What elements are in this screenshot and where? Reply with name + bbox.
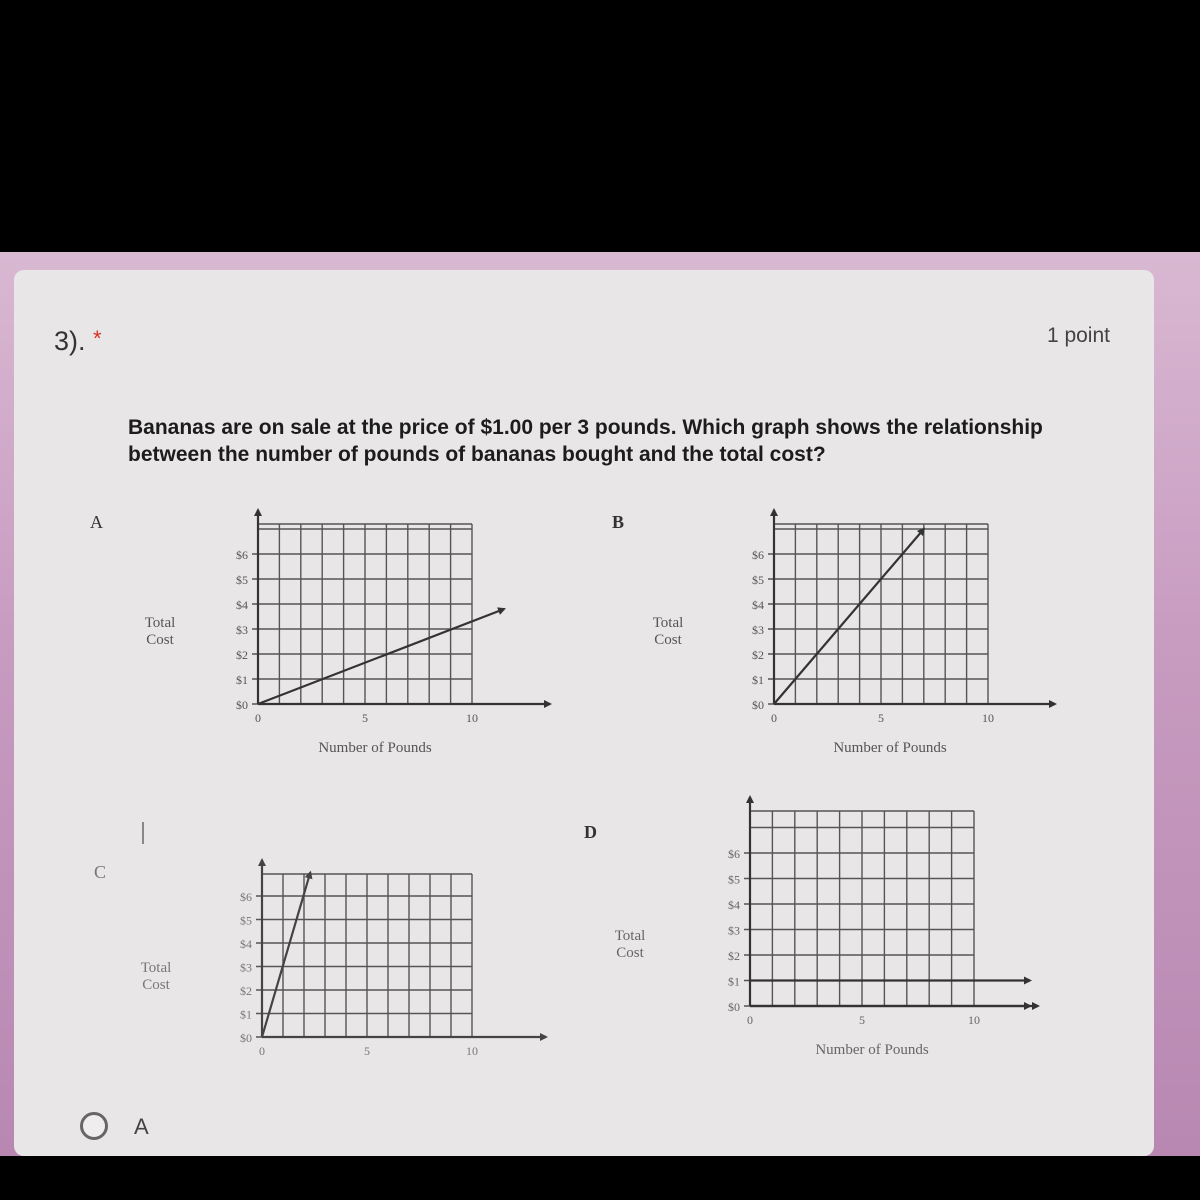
graph-c-x-tick-label: 10 — [466, 1044, 478, 1058]
graph-b — [640, 492, 1080, 762]
option-letter-c: C — [94, 862, 107, 882]
graph-a-y-tick-label: $2 — [236, 648, 248, 662]
graph-a-y-tick-label: $4 — [236, 598, 248, 612]
graph-d-x-tick-label: 5 — [859, 1013, 865, 1027]
graph-a-series-line — [258, 609, 504, 704]
graph-b-y-tick-label: $0 — [752, 698, 764, 712]
graph-d-y-tick-label: $3 — [728, 923, 740, 938]
graph-a-x-tick-label: 0 — [255, 711, 261, 725]
graph-d — [614, 810, 1054, 1080]
graph-b-y-label-line1: Total — [652, 615, 684, 631]
graph-c-y-tick-label: $2 — [240, 984, 252, 998]
option-letter-b: B — [612, 512, 625, 532]
graph-c-y-tick-label: $1 — [240, 1007, 252, 1022]
graph-a-x-tick-label: 5 — [362, 711, 368, 725]
graph-c — [126, 852, 566, 1092]
graph-a-y-tick-label: $3 — [236, 623, 248, 637]
graph-c-x-tick-label: 5 — [364, 1044, 370, 1058]
radio-option-a[interactable] — [80, 1112, 108, 1140]
required-marker: * — [93, 326, 102, 351]
stray-mark — [142, 822, 144, 844]
graph-b-y-tick-label: $1 — [752, 673, 764, 687]
graph-b-series-line — [774, 529, 924, 704]
graph-d-y-tick-label: $4 — [728, 898, 740, 912]
graph-d-y-label-line1: Total — [614, 928, 646, 944]
graph-d-x-label: Number of Pounds — [815, 1042, 929, 1058]
graph-b-y-tick-label: $3 — [752, 623, 764, 637]
graph-a — [120, 492, 560, 762]
graph-d-y-label-line2: Cost — [616, 945, 644, 961]
graph-d-y-tick-label: $0 — [728, 1000, 740, 1014]
graph-b-x-label: Number of Pounds — [833, 740, 947, 756]
graph-a-y-tick-label: $6 — [236, 548, 248, 562]
graph-a-y-tick-label: $1 — [236, 673, 248, 687]
question-points: 1 point — [1046, 324, 1110, 347]
graph-c-y-tick-label: $4 — [240, 937, 252, 951]
graph-c-y-tick-label: $3 — [240, 960, 252, 975]
graph-a-x-label: Number of Pounds — [318, 740, 432, 756]
graph-a-y-label-line1: Total — [144, 615, 176, 631]
graph-a-x-tick-label: 10 — [466, 711, 478, 725]
graph-c-y-tick-label: $5 — [240, 913, 252, 928]
graph-b-y-label-line2: Cost — [654, 632, 682, 648]
graph-d-x-tick-label: 0 — [747, 1013, 753, 1027]
graph-d-y-tick-label: $2 — [728, 949, 740, 963]
graph-c-x-tick-label: 0 — [259, 1044, 265, 1058]
question-text: Bananas are on sale at the price of $1.00 per 3 pounds. Which graph shows the relationship between the number of pounds of bananas bought and the total cost? — [128, 416, 1043, 466]
graph-c-y-tick-label: $0 — [240, 1031, 252, 1045]
graph-b-x-tick-label: 5 — [878, 711, 884, 725]
graph-b-x-tick-label: 10 — [982, 711, 994, 725]
graph-c-series-line — [262, 873, 310, 1038]
graph-b-x-tick-label: 0 — [771, 711, 777, 725]
graph-d-y-tick-label: $5 — [728, 872, 740, 887]
question-card — [14, 270, 1154, 1156]
graph-b-y-tick-label: $6 — [752, 548, 764, 562]
graph-d-y-tick-label: $1 — [728, 974, 740, 989]
graph-a-y-tick-label: $0 — [236, 698, 248, 712]
option-letter-a: A — [90, 512, 103, 532]
graph-a-y-label-line2: Cost — [146, 632, 174, 648]
graph-d-y-tick-label: $6 — [728, 847, 740, 861]
graph-b-y-tick-label: $2 — [752, 648, 764, 662]
question-number: 3). * — [54, 326, 102, 356]
graph-c-y-label-line2: Cost — [142, 977, 170, 993]
radio-option-a-label[interactable]: A — [134, 1114, 149, 1139]
option-letter-d: D — [584, 822, 597, 842]
graph-c-y-label-line1: Total — [140, 960, 172, 976]
graph-b-y-tick-label: $5 — [752, 573, 764, 587]
graph-b-y-tick-label: $4 — [752, 598, 764, 612]
graph-a-y-tick-label: $5 — [236, 573, 248, 587]
graph-c-y-tick-label: $6 — [240, 890, 252, 904]
graph-d-x-tick-label: 10 — [968, 1013, 980, 1027]
